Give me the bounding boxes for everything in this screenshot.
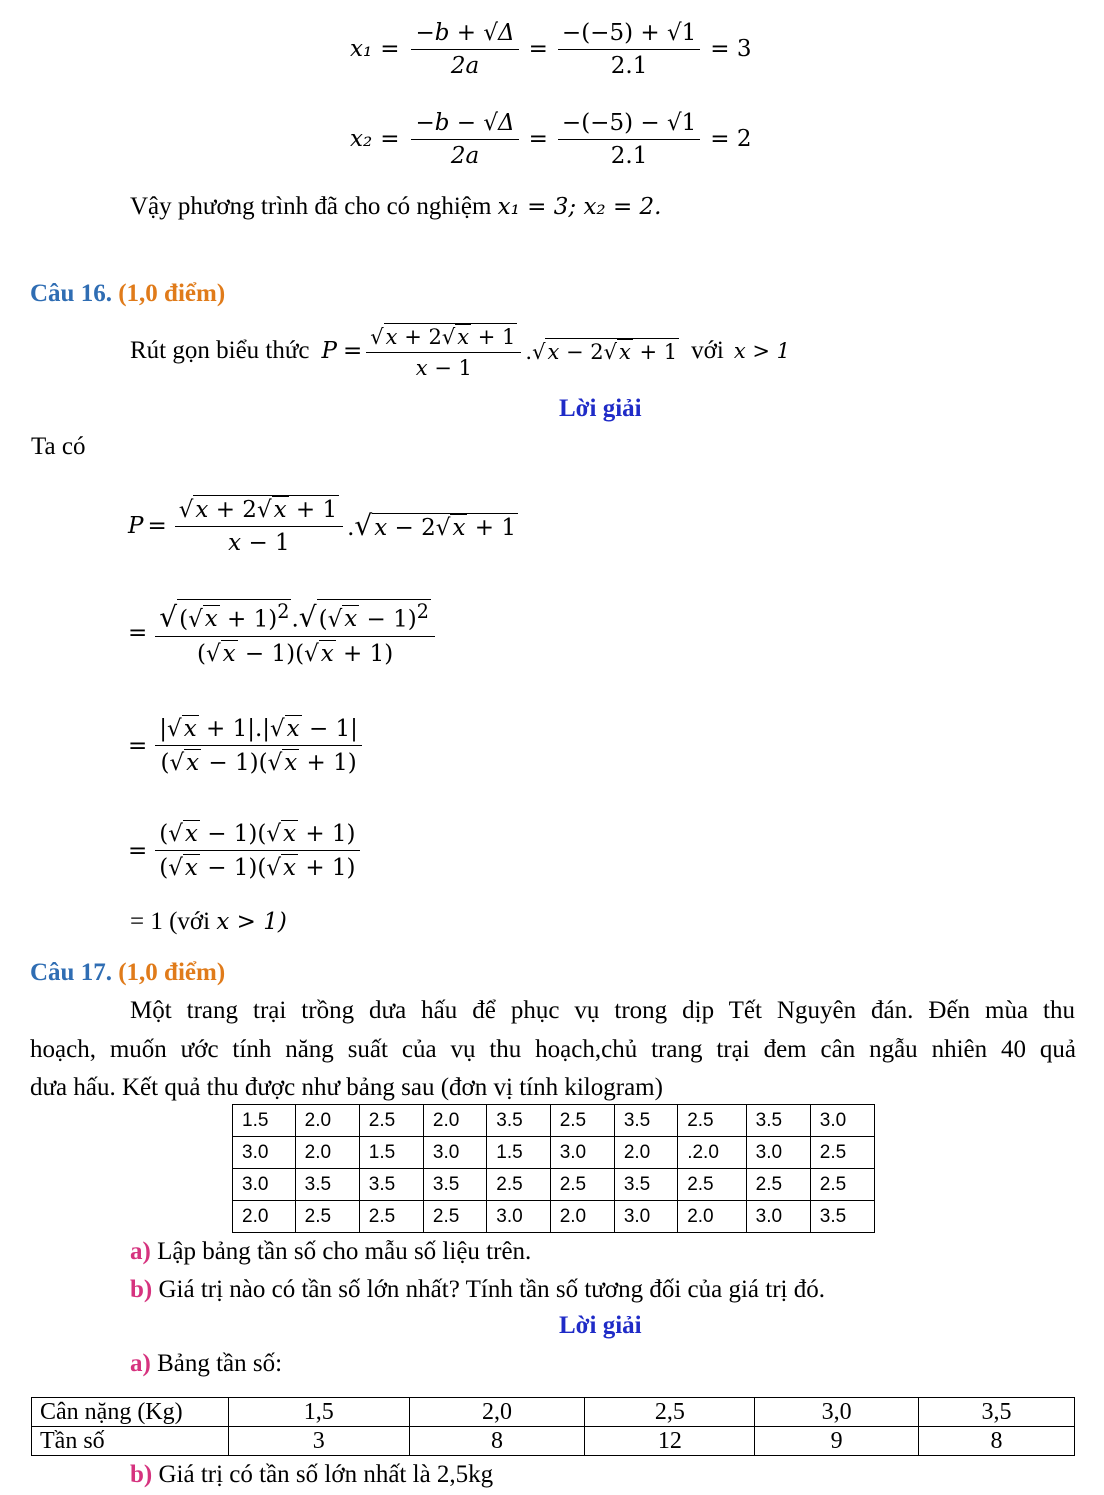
- q16-prompt: Rút gọn biểu thức: [130, 337, 310, 364]
- data-table-cell: 2.5: [678, 1169, 746, 1201]
- frequency-count-cell: 3: [228, 1427, 409, 1456]
- frequency-count-row: [32, 1427, 1075, 1456]
- data-table-cell: 1.5: [487, 1137, 550, 1169]
- q17-score: (1,0 điểm): [118, 959, 226, 986]
- part-b-text: Giá trị nào có tần số lớn nhất? Tính tần số tương đối của giá trị đó.: [158, 1276, 825, 1303]
- frequency-count-cell: 9: [755, 1427, 919, 1456]
- q17-paragraph-line1: Một trang trại trồng dưa hấu để phục vụ trong dịp Tết Nguyên đán. Đến mùa thu: [130, 997, 1075, 1024]
- q16-heading: [30, 279, 225, 309]
- x2-label: x₂: [350, 126, 373, 152]
- data-table-row: [233, 1201, 875, 1233]
- data-table-cell: 2.0: [614, 1137, 677, 1169]
- q16-score: (1,0 điểm): [118, 280, 226, 307]
- q16-step1: P = $\frac{√x + 2√x + 1}{x - 1}$ .√x − 2√x + 1: [128, 497, 516, 556]
- q17-heading: [30, 958, 225, 988]
- q16-prompt-line: Rút gọn biểu thức P = $\frac{√x + 2√x + 1}{x - 1}$ .√x − 2√x + 1 với x > 1: [130, 324, 790, 380]
- data-table-cell: 2.5: [295, 1201, 359, 1233]
- part-a-text: Lập bảng tần số cho mẫu số liệu trên.: [157, 1238, 532, 1265]
- x2-result: = 2: [710, 126, 752, 152]
- q16-solution-label: Lời giải: [559, 395, 642, 422]
- data-table-cell: 3.5: [746, 1105, 810, 1137]
- data-table-cell: 3.0: [614, 1201, 677, 1233]
- data-table-row: [233, 1105, 875, 1137]
- frequency-table: [31, 1397, 1075, 1456]
- answer-a-label: a): [130, 1350, 151, 1377]
- data-table-row: [233, 1137, 875, 1169]
- conclusion-line: [130, 192, 661, 222]
- q17-answer-b: [130, 1460, 493, 1490]
- data-table-cell: 2.0: [295, 1105, 359, 1137]
- frequency-value-cell: 3,0: [755, 1398, 919, 1427]
- data-table-cell: 2.0: [678, 1201, 746, 1233]
- x2-substituted-fraction: $\frac{-(-5) - √1}{2.1}$: [558, 110, 700, 169]
- data-table-cell: 3.0: [550, 1137, 614, 1169]
- frequency-value-cell: 2,0: [409, 1398, 585, 1427]
- frequency-header-row: [32, 1398, 1075, 1427]
- weight-data-table: [232, 1104, 875, 1233]
- frequency-count-cell: 8: [409, 1427, 585, 1456]
- q16-step5-text: = 1 (với: [130, 908, 211, 935]
- q17-solution-label: Lời giải: [559, 1312, 642, 1339]
- data-table-cell: 2.5: [810, 1137, 874, 1169]
- q17-paragraph-line3: dưa hấu. Kết quả thu được như bảng sau (đơn vị tính kilogram): [30, 1074, 663, 1101]
- frequency-value-cell: 2,5: [585, 1398, 755, 1427]
- data-table-cell: 3.5: [295, 1169, 359, 1201]
- conclusion-math: x₁ = 3; x₂ = 2.: [497, 194, 662, 220]
- x1-label: x₁: [350, 36, 373, 62]
- q16-condition: với: [691, 337, 724, 364]
- x2-equation: x₂ = $\frac{-b - √\Delta}{2a}$ = $\frac{-(-5) - √1}{2.1}$ = 2: [350, 109, 752, 169]
- data-table-cell: 3.0: [423, 1137, 486, 1169]
- data-table-cell: 2.5: [550, 1105, 614, 1137]
- answer-a-text: Bảng tần số:: [157, 1350, 283, 1377]
- q16-step2: = $\frac{√(√x + 1)^2.√(√x - 1)^2}{(√x - 1)(√x + 1)}$: [128, 573, 439, 693]
- data-table-cell: 3.0: [233, 1137, 296, 1169]
- data-table-cell: 2.5: [550, 1169, 614, 1201]
- data-table-cell: 1.5: [359, 1137, 423, 1169]
- data-table-cell: 2.5: [487, 1169, 550, 1201]
- q16-intro: Ta có: [31, 433, 86, 460]
- q16-step5: [130, 907, 287, 937]
- answer-b-text: Giá trị có tần số lớn nhất là 2,5kg: [158, 1461, 494, 1488]
- frequency-value-cell: 1,5: [228, 1398, 409, 1427]
- x1-formula-fraction: $\frac{-b + √\Delta}{2a}$: [411, 20, 518, 79]
- data-table-cell: 3.5: [423, 1169, 486, 1201]
- q17-part-b: [130, 1275, 825, 1305]
- q17-paragraph-line2: hoạch, muốn ước tính năng suất của vụ thu hoạch,chủ trang trại đem cân ngẫu nhiên 40 quả: [30, 1036, 1076, 1063]
- data-table-cell: 2.0: [423, 1105, 486, 1137]
- data-table-cell: 3.0: [810, 1105, 874, 1137]
- data-table-cell: 3.5: [614, 1169, 677, 1201]
- q16-condition-math: x > 1: [733, 339, 790, 363]
- data-table-cell: 2.5: [746, 1169, 810, 1201]
- data-table-cell: 2.5: [678, 1105, 746, 1137]
- data-table-cell: 2.0: [550, 1201, 614, 1233]
- frequency-count-cell: 12: [585, 1427, 755, 1456]
- q17-answer-a: [130, 1349, 282, 1379]
- data-table-cell: 3.0: [746, 1201, 810, 1233]
- frequency-header-label: Cân nặng (Kg): [32, 1398, 229, 1427]
- part-b-label: b): [130, 1276, 153, 1303]
- data-table-cell: 3.5: [487, 1105, 550, 1137]
- x1-result: = 3: [710, 36, 752, 62]
- part-a-label: a): [130, 1238, 151, 1265]
- data-table-cell: 3.5: [810, 1201, 874, 1233]
- frequency-count-cell: 8: [919, 1427, 1075, 1456]
- x1-equation: x₁ = $\frac{-b + √\Delta}{2a}$ = $\frac{-(-5) + √1}{2.1}$ = 3: [350, 19, 752, 79]
- x2-formula-fraction: $\frac{-b - √\Delta}{2a}$: [411, 110, 518, 169]
- data-table-cell: 2.5: [810, 1169, 874, 1201]
- q17-part-a: [130, 1237, 531, 1267]
- data-table-cell: 2.5: [423, 1201, 486, 1233]
- q16-title: Câu 16.: [30, 280, 112, 307]
- frequency-value-cell: 3,5: [919, 1398, 1075, 1427]
- q16-expression-fraction: $\frac{√x + 2√x + 1}{x - 1}$: [366, 323, 521, 380]
- q17-title: Câu 17.: [30, 959, 112, 986]
- data-table-cell: 3.0: [233, 1169, 296, 1201]
- data-table-cell: 3.5: [359, 1169, 423, 1201]
- frequency-count-label: Tần số: [32, 1427, 229, 1456]
- q16-step4: = $\frac{(√x - 1)(√x + 1)}{(√x - 1)(√x + 1)}$: [128, 803, 364, 898]
- q16-step5-math: x > 1): [216, 909, 287, 935]
- data-table-cell: 3.0: [746, 1137, 810, 1169]
- data-table-cell: 3.0: [487, 1201, 550, 1233]
- conclusion-text: Vậy phương trình đã cho có nghiệm: [130, 193, 492, 220]
- data-table-cell: 2.0: [295, 1137, 359, 1169]
- x1-substituted-fraction: $\frac{-(-5) + √1}{2.1}$: [558, 20, 700, 79]
- data-table-cell: 3.5: [614, 1105, 677, 1137]
- data-table-cell: 1.5: [233, 1105, 296, 1137]
- q16-step3: = $\frac{|√x + 1|.|√x - 1|}{(√x - 1)(√x + 1)}$: [128, 698, 366, 793]
- data-table-cell: 2.0: [233, 1201, 296, 1233]
- data-table-cell: .2.0: [678, 1137, 746, 1169]
- data-table-cell: 2.5: [359, 1105, 423, 1137]
- data-table-cell: 2.5: [359, 1201, 423, 1233]
- answer-b-label: b): [130, 1461, 153, 1488]
- data-table-row: [233, 1169, 875, 1201]
